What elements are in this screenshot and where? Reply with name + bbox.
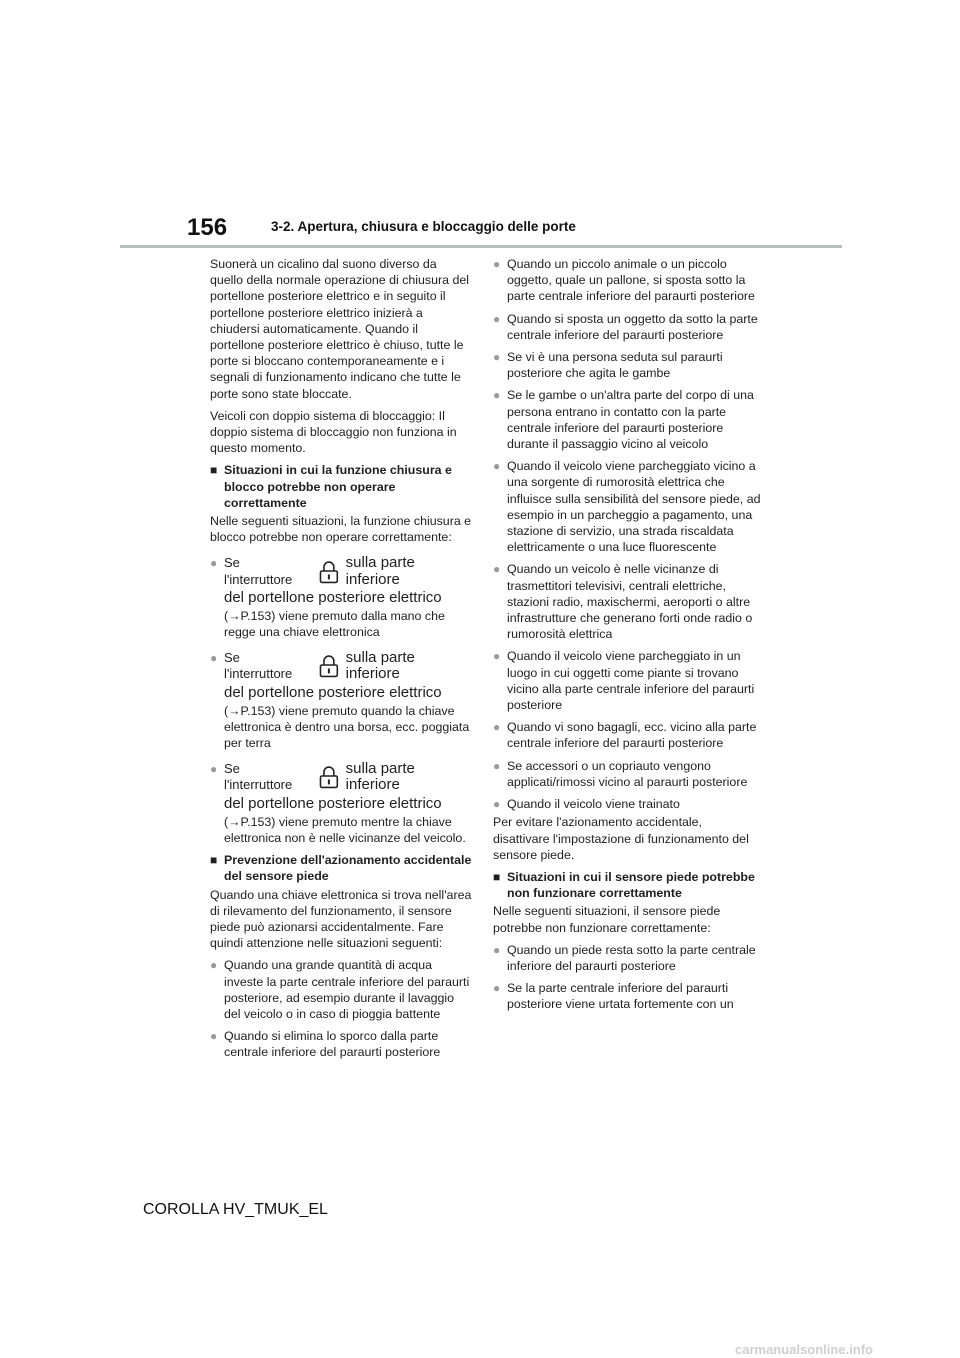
paragraph: Nelle seguenti situazioni, il sensore piede potrebbe non funzionare correttamente: <box>493 904 721 935</box>
section-heading-text: Situazioni in cui la funzione chiusura e blocco potrebbe non operare correttamente <box>224 463 452 510</box>
page-number: 156 <box>187 214 228 241</box>
padlock-icon <box>318 560 340 584</box>
paragraph: Veicoli con doppio sistema di bloccaggio: Il doppio sistema di bloccaggio non funziona in questo momento. <box>210 408 457 456</box>
list-item <box>210 1028 472 1060</box>
bullet-icon: ● <box>210 1029 218 1044</box>
bullet-icon: ● <box>493 649 501 664</box>
list-item <box>493 796 761 812</box>
paragraph: Quando una chiave elettronica si trova nell'area di rilevamento del funzionamento, il sensore piede può azionarsi accidentalmente. Fare quindi attenzione nelle situazioni seguenti: <box>210 887 472 951</box>
footer-model: COROLLA HV_TMUK_EL <box>143 1201 328 1218</box>
bullet-icon: ● <box>493 257 501 271</box>
list-item <box>493 256 761 305</box>
item-text: sulla parte inferiore <box>345 649 415 683</box>
bullet-icon: ● <box>493 388 501 403</box>
item-text: Se l'interruttore <box>224 650 293 682</box>
item-text: (→P.153) viene premuto dalla mano che regge una chiave elettronica <box>224 608 445 640</box>
square-marker-icon: ■ <box>210 853 218 868</box>
item-text: (→P.153) viene premuto mentre la chiave elettronica non è nelle vicinanze del veicolo. <box>224 814 466 845</box>
list-item <box>493 980 761 1012</box>
paragraph: Per evitare l'azionamento accidentale, disattivare l'impostazione di funzionamento del sensore piede. <box>493 815 749 862</box>
paragraph: Nelle seguenti situazioni, la funzione chiusura e blocco potrebbe non operare correttamente: <box>210 514 472 545</box>
padlock-icon <box>318 654 340 678</box>
list-item <box>493 561 761 642</box>
bullet-icon: ● <box>493 311 501 326</box>
bullet-icon: ● <box>210 651 218 666</box>
list-item-text: Quando il veicolo viene parcheggiato vicino a una sorgente di rumorosità elettrica che influisce sulla sensibilità del sensore piede, ad esempio in un parcheggio a pagamento, una stazione di servizio, una strada riscaldata elettricamente o una luce fluorescente <box>507 459 761 555</box>
list-item-text: Quando il veicolo viene trainato <box>507 797 680 812</box>
item-text: sulla parte inferiore <box>345 760 415 794</box>
bullet-icon: ● <box>493 350 501 365</box>
list-item-text: Quando un piccolo animale o un piccolo oggetto, quale un pallone, si sposta sotto la parte centrale inferiore del paraurti posteriore <box>507 257 755 304</box>
list-item-text: Quando il veicolo viene parcheggiato in un luogo in cui oggetti come piante si trovano vicino alla parte centrale inferiore del paraurti posteriore <box>507 649 755 713</box>
bullet-icon: ● <box>493 720 501 735</box>
list-item <box>493 458 761 555</box>
list-item-text: Se accessori o un copriauto vengono applicati/rimossi vicino al paraurti posteriore <box>507 758 748 789</box>
list-item <box>493 758 761 790</box>
list-item <box>493 942 761 974</box>
right-column <box>493 256 761 1019</box>
list-item <box>210 555 472 640</box>
bullet-icon: ● <box>493 981 501 996</box>
bullet-icon: ● <box>493 942 501 957</box>
list-item-text: Quando vi sono bagagli, ecc. vicino alla parte centrale inferiore del paraurti posteriore <box>507 720 757 751</box>
bullet-icon: ● <box>493 797 501 812</box>
list-item-text: Quando un piede resta sotto la parte centrale inferiore del paraurti posteriore <box>507 942 756 973</box>
paragraph: Suonerà un cicalino dal suono diverso da quello della normale operazione di chiusura del portellone posteriore elettrico e in seguito il portellone posteriore elettrico inizierà a chiudersi automaticamente. Quando il portellone posteriore elettrico è chiuso, tutte le porte si bloccano contemporaneamente e i segnali di funzionamento indicano che tutte le porte sono state bloccate. <box>210 257 469 401</box>
list-item <box>493 387 761 452</box>
padlock-icon <box>318 765 340 789</box>
bullet-icon: ● <box>210 762 218 777</box>
list-item-text: Quando si sposta un oggetto da sotto la parte centrale inferiore del paraurti posteriore <box>507 311 758 342</box>
item-text: del portellone posteriore elettrico <box>224 794 442 812</box>
section-heading <box>210 852 472 884</box>
list-item-text: Quando un veicolo è nelle vicinanze di trasmettitori televisivi, centrali elettriche, stazioni radio, maxischermi, aeroporti o altre infrastrutture che generano forti onde radio o rumorosità elettrica <box>507 562 753 642</box>
section-heading <box>210 462 472 511</box>
list-item-text: Se vi è una persona seduta sul paraurti posteriore che agita le gambe <box>507 350 723 381</box>
list-item-text: Se le gambe o un'altra parte del corpo di una persona entrano in contatto con la parte centrale inferiore del paraurti posteriore durante il passaggio vicino al veicolo <box>507 388 754 452</box>
left-column <box>210 256 472 1067</box>
bullet-icon: ● <box>210 556 218 571</box>
list-item-text: Quando una grande quantità di acqua investe la parte centrale inferiore del paraurti posteriore, ad esempio durante il lavaggio del veicolo o in caso di pioggia battente <box>224 958 470 1021</box>
item-text: sulla parte inferiore <box>345 554 415 588</box>
list-item-text: Se la parte centrale inferiore del paraurti posteriore viene urtata fortemente con un <box>507 981 734 1012</box>
list-item-text: Quando si elimina lo sporco dalla parte centrale inferiore del paraurti posteriore <box>224 1029 441 1060</box>
item-text: del portellone posteriore elettrico <box>224 588 442 606</box>
chapter-title: 3-2. Apertura, chiusura e bloccaggio delle porte <box>271 219 576 234</box>
item-text: Se l'interruttore <box>224 761 293 793</box>
bullet-icon: ● <box>493 758 501 773</box>
bullet-icon: ● <box>493 562 501 577</box>
section-heading-text: Prevenzione dell'azionamento accidentale del sensore piede <box>224 853 472 884</box>
square-marker-icon: ■ <box>493 869 501 884</box>
list-item <box>493 648 761 713</box>
list-item <box>210 957 472 1022</box>
square-marker-icon: ■ <box>210 463 218 478</box>
section-heading-text: Situazioni in cui il sensore piede potrebbe non funzionare correttamente <box>507 869 755 901</box>
header-divider <box>120 245 842 248</box>
list-item <box>210 650 472 751</box>
watermark: carmanualsonline.info <box>735 1342 873 1357</box>
item-text: Se l'interruttore <box>224 555 293 587</box>
section-heading <box>493 869 761 901</box>
list-item <box>493 719 761 751</box>
list-item <box>493 311 761 343</box>
item-text: del portellone posteriore elettrico <box>224 683 442 701</box>
list-item <box>493 349 761 381</box>
item-text: (→P.153) viene premuto quando la chiave elettronica è dentro una borsa, ecc. poggiata per terra <box>224 703 470 751</box>
bullet-icon: ● <box>210 958 218 973</box>
list-item <box>210 761 472 846</box>
bullet-icon: ● <box>493 459 501 474</box>
